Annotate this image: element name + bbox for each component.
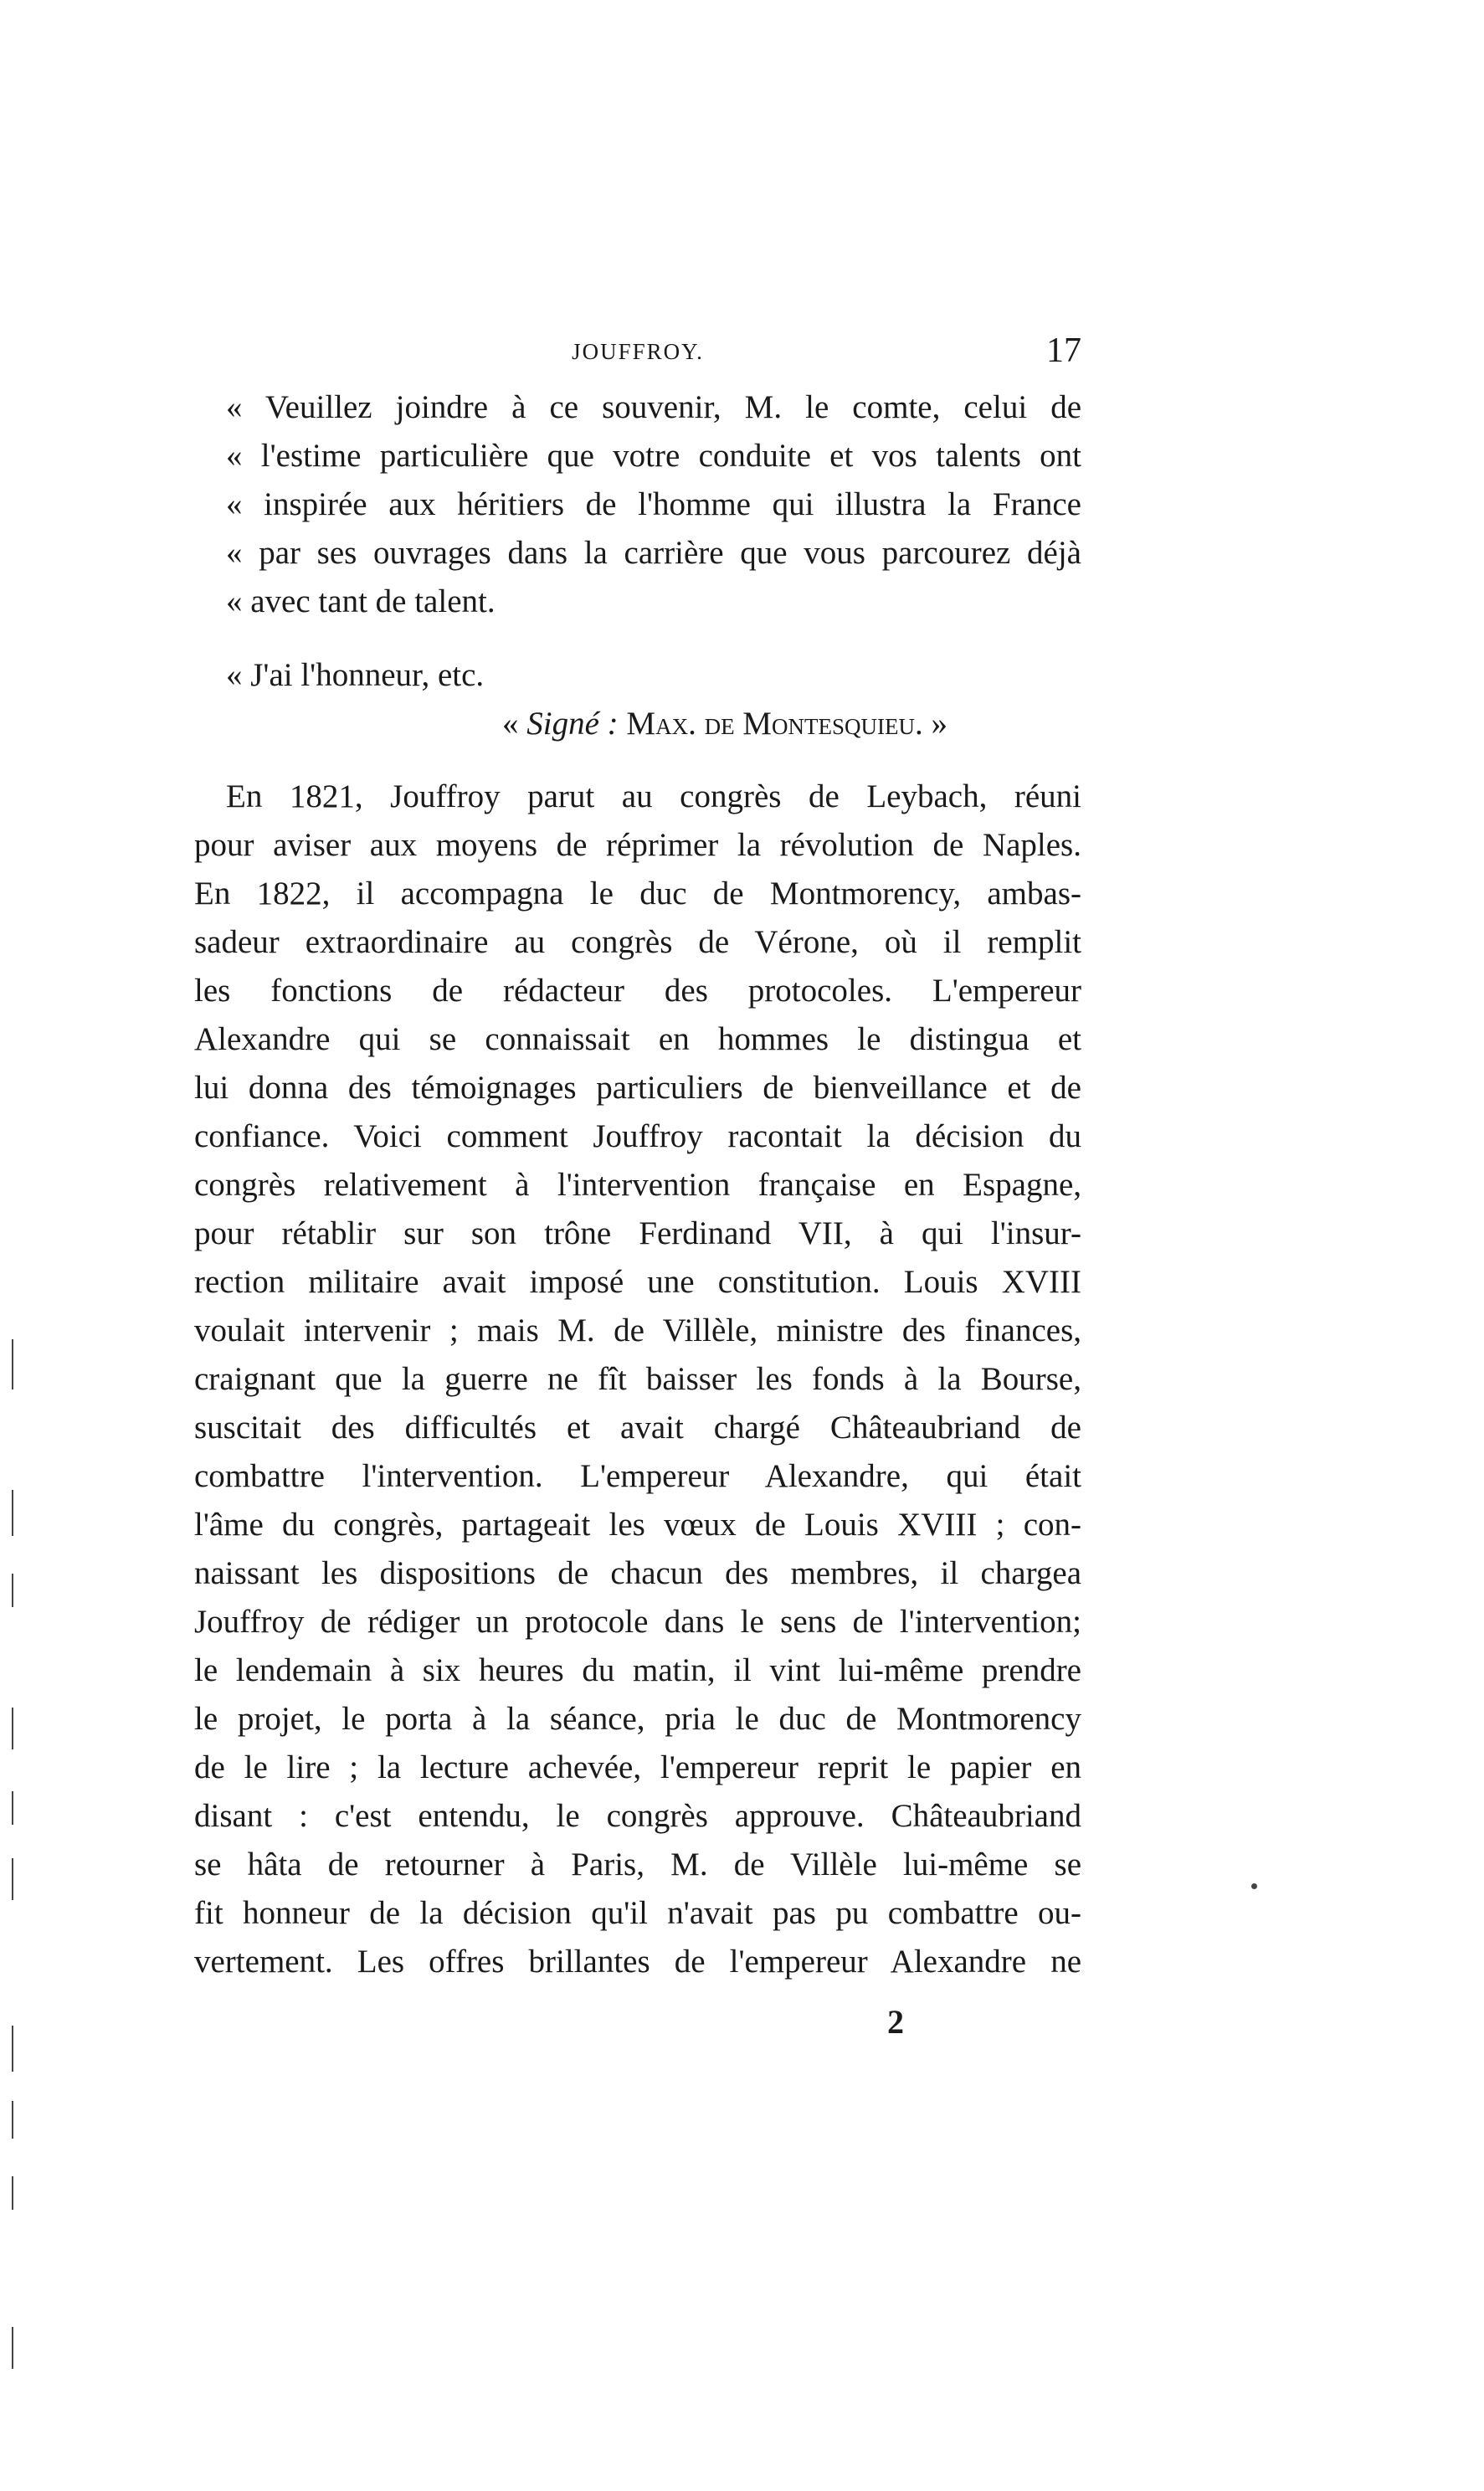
body-line-3: En 1822, il accompagna le duc de Montmorency, ambas- xyxy=(194,876,1081,912)
scan-artifact xyxy=(1251,1883,1257,1889)
body-line-21: de le lire ; la lecture achevée, l'empereur reprit le papier en xyxy=(194,1749,1081,1785)
body-line-1: En 1821, Jouffroy parut au congrès de Leybach, réuni xyxy=(226,778,1081,814)
letter-line-1: « Veuillez joindre à ce souvenir, M. le comte, celui de xyxy=(226,389,1081,425)
body-line-18: Jouffroy de rédiger un protocole dans le sens de l'intervention; xyxy=(194,1604,1081,1640)
body-line-15: combattre l'intervention. L'empereur Alexandre, qui était xyxy=(194,1458,1081,1494)
letter-closing: « J'ai l'honneur, etc. xyxy=(226,657,485,693)
body-line-16: l'âme du congrès, partageait les vœux de Louis XVIII ; con- xyxy=(194,1507,1081,1543)
body-line-22: disant : c'est entendu, le congrès approuve. Châteaubriand xyxy=(194,1798,1081,1834)
scan-artifact xyxy=(12,1490,13,1536)
signature-prefix: « xyxy=(502,706,527,742)
body-line-14: suscitait des difficultés et avait chargé Châteaubriand de xyxy=(194,1410,1081,1446)
scan-artifact xyxy=(12,1858,13,1900)
scan-artifact xyxy=(12,1791,13,1825)
signature-label: Signé : xyxy=(526,706,619,742)
scan-artifact xyxy=(12,2327,13,2369)
body-line-4: sadeur extraordinaire au congrès de Vérone, où il remplit xyxy=(194,924,1081,960)
letter-line-4: « par ses ouvrages dans la carrière que vous parcourez déjà xyxy=(226,535,1081,571)
signature-mark: 2 xyxy=(887,2003,904,2041)
body-line-25: vertement. Les offres brillantes de l'empereur Alexandre ne xyxy=(194,1944,1081,1980)
body-line-19: le lendemain à six heures du matin, il vint lui-même prendre xyxy=(194,1652,1081,1688)
body-line-10: pour rétablir sur son trône Ferdinand VII, à qui l'insur- xyxy=(194,1215,1081,1251)
letter-line-2: « l'estime particulière que votre conduite et vos talents ont xyxy=(226,438,1081,474)
body-line-23: se hâta de retourner à Paris, M. de Villèle lui-même se xyxy=(194,1846,1081,1882)
body-line-9: congrès relativement à l'intervention française en Espagne, xyxy=(194,1167,1081,1203)
scan-artifact xyxy=(12,2026,13,2072)
signature-suffix: » xyxy=(922,706,947,742)
body-line-13: craignant que la guerre ne fît baisser les fonds à la Bourse, xyxy=(194,1361,1081,1397)
letter-line-5: « avec tant de talent. xyxy=(226,583,496,619)
scan-artifact xyxy=(12,1708,13,1749)
signature-name: Max. de Montesquieu. xyxy=(626,706,923,742)
body-line-5: les fonctions de rédacteur des protocoles. L'empereur xyxy=(194,973,1081,1009)
scan-artifact xyxy=(12,2101,13,2139)
scan-artifact xyxy=(12,2176,13,2210)
page-number: 17 xyxy=(1046,331,1081,370)
scan-artifact xyxy=(12,1339,13,1389)
body-line-12: voulait intervenir ; mais M. de Villèle, ministre des finances, xyxy=(194,1312,1081,1348)
letter-line-3: « inspirée aux héritiers de l'homme qui illustra la France xyxy=(226,486,1081,522)
body-line-2: pour aviser aux moyens de réprimer la révolution de Naples. xyxy=(194,827,1081,863)
running-title: JOUFFROY. xyxy=(572,339,704,364)
body-line-17: naissant les dispositions de chacun des membres, il chargea xyxy=(194,1555,1081,1591)
body-line-7: lui donna des témoignages particuliers de bienveillance et de xyxy=(194,1070,1081,1106)
letter-signature xyxy=(502,704,1055,744)
body-line-11: rection militaire avait imposé une constitution. Louis XVIII xyxy=(194,1264,1081,1300)
body-line-8: confiance. Voici comment Jouffroy racontait la décision du xyxy=(194,1118,1081,1154)
body-line-24: fit honneur de la décision qu'il n'avait pas pu combattre ou- xyxy=(194,1895,1081,1931)
body-line-20: le projet, le porta à la séance, pria le duc de Montmorency xyxy=(194,1701,1081,1737)
running-head xyxy=(194,331,1081,381)
body-line-6: Alexandre qui se connaissait en hommes le distingua et xyxy=(194,1021,1081,1057)
scan-artifact xyxy=(12,1574,13,1607)
